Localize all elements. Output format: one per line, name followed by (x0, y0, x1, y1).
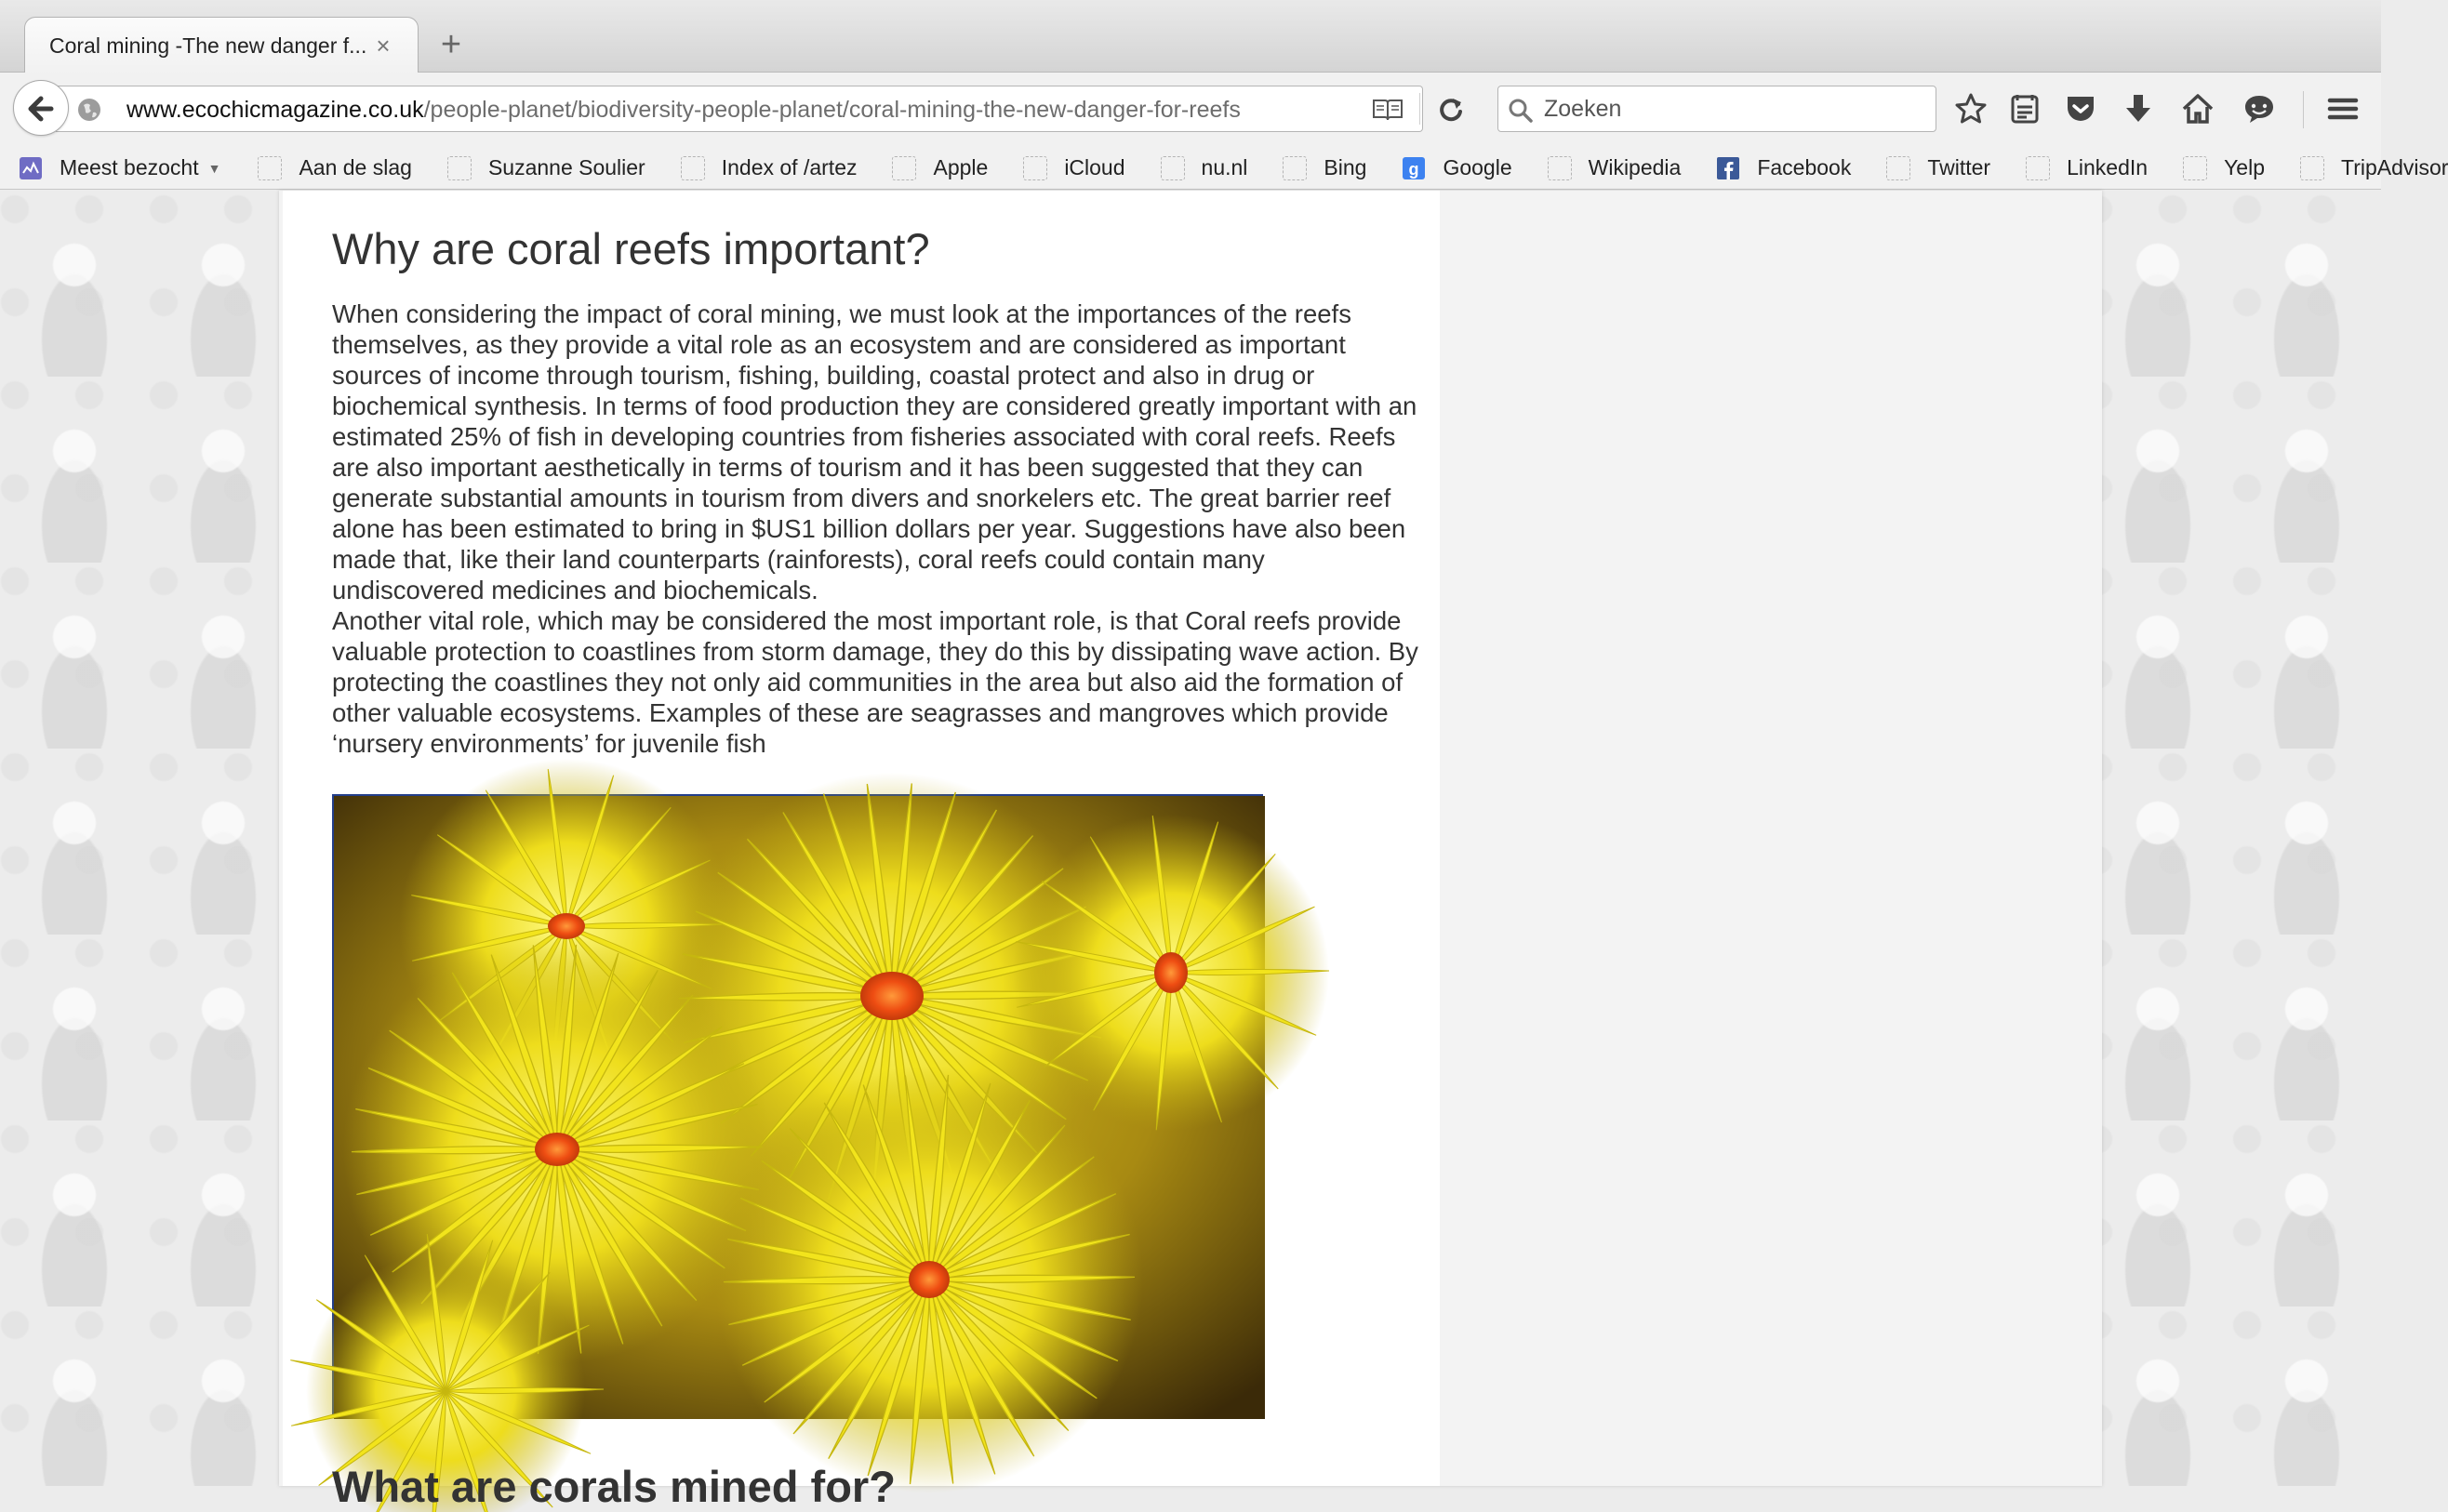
menu-separator (2303, 91, 2304, 128)
bookmark-label: Bing (1324, 155, 1367, 179)
google-icon (1402, 156, 1426, 180)
bookmark-nu-nl[interactable] (1161, 155, 1248, 180)
bookmark-yelp[interactable] (2183, 155, 2265, 180)
tab-close-icon[interactable]: × (376, 32, 391, 60)
blank-page-icon (681, 156, 705, 180)
reader-view-icon[interactable] (1371, 97, 1404, 123)
article-paragraph-1: When considering the impact of coral mining, we must look at the importances of the reefs themselves, as they provide a vital role as an ecosystem and are considered as important sources of income through tourism, fishing, building, coastal protect and also in drug or biochemical synthesis. In terms of food production they are considered greatly important with an estimated 25% of fish in developing countries from fisheries associated with coral reefs. Reefs are also important aesthetically in terms of tourism and it has been suggested that they can generate substantial amounts in tourism from divers and snorkelers etc. The great barrier reef alone has been estimated to bring in $US1 billion dollars per year. Suggestions have also been made that, like their land counterparts (rainforests), coral reefs could contain many undiscovered medicines and biochemicals. (332, 299, 1417, 604)
navigation-toolbar (0, 73, 2381, 147)
url-domain: www.ecochicmagazine.co.uk (126, 97, 424, 123)
url-path: /people-planet/biodiversity-people-planet/coral-mining-the-new-danger-for-reefs (423, 97, 1241, 123)
bookmark-apple[interactable] (892, 155, 988, 180)
svg-text:g: g (1408, 159, 1419, 179)
bookmark-wikipedia[interactable] (1548, 155, 1682, 180)
bookmark-aan-de-slag[interactable] (258, 155, 411, 180)
chevron-down-icon: ▼ (207, 160, 221, 176)
browser-tab-active[interactable] (24, 17, 419, 74)
bookmark-label: TripAdvisor (2341, 155, 2448, 179)
url-text[interactable] (126, 97, 1241, 123)
blank-page-icon (1548, 156, 1572, 180)
bookmark-twitter[interactable] (1886, 155, 1990, 180)
blank-page-icon (447, 156, 472, 180)
article-body (332, 298, 1420, 759)
chat-icon[interactable] (2242, 91, 2277, 126)
tab-strip (0, 0, 2381, 73)
blank-page-icon (1161, 156, 1185, 180)
next-section-heading: What are corals mined for? (332, 1462, 896, 1511)
blank-page-icon (2183, 156, 2207, 180)
bookmark-linkedin[interactable] (2026, 155, 2148, 180)
globe-icon[interactable] (76, 97, 102, 123)
bookmark-label: LinkedIn (2067, 155, 2149, 179)
bookmark-label: Apple (933, 155, 989, 179)
reading-list-icon[interactable] (2007, 91, 2042, 126)
pocket-icon[interactable] (2063, 91, 2098, 126)
menu-icon[interactable] (2325, 91, 2361, 126)
tab-title: Coral mining -The new danger f... (49, 33, 367, 58)
blank-page-icon (2026, 156, 2050, 180)
bookmark-label: nu.nl (1201, 155, 1248, 179)
bookmark-label: Index of /artez (721, 155, 858, 179)
bookmark-facebook[interactable] (1716, 155, 1851, 180)
bookmarks-toolbar (0, 147, 2448, 190)
coral-photo-image (334, 796, 1265, 1419)
blank-page-icon (892, 156, 916, 180)
section-heading: Why are coral reefs important? (332, 224, 930, 273)
sidebar-column (1444, 191, 2098, 1486)
new-tab-icon[interactable]: + (440, 25, 462, 64)
bookmark-label: Meest bezocht (60, 155, 199, 179)
coral-photo (332, 794, 1263, 1417)
bookmark-google[interactable] (1402, 155, 1511, 180)
bookmark-label: Google (1443, 155, 1512, 179)
home-icon[interactable] (2180, 91, 2215, 126)
bookmark-label: Facebook (1757, 155, 1852, 179)
bookmark-label: Twitter (1927, 155, 1991, 179)
bookmark-most-visited[interactable] (19, 155, 220, 180)
blank-page-icon (1283, 156, 1307, 180)
bookmark-label: iCloud (1064, 155, 1125, 179)
blank-page-icon (2300, 156, 2324, 180)
search-icon (1507, 97, 1535, 125)
bookmark-tripadvisor[interactable] (2300, 155, 2448, 180)
reload-icon[interactable] (1434, 93, 1468, 126)
article-paragraph-2: Another vital role, which may be considered the most important role, is that Coral reefs provide valuable protection to coastlines from storm damage, they do this by dissipating wave action. By protecting the coastlines they not only aid communities in the area but also aid the formation of other valuable ecosystems. Examples of these are seagrasses and mangroves which provide ‘nursery environments’ for juvenile fish (332, 606, 1418, 758)
facebook-icon (1716, 156, 1740, 180)
most-visited-icon (19, 156, 43, 180)
blank-page-icon (1886, 156, 1910, 180)
bookmark-label: Aan de slag (299, 155, 412, 179)
bookmark-label: Wikipedia (1588, 155, 1682, 179)
url-separator (1419, 93, 1420, 125)
bookmark-icloud[interactable] (1023, 155, 1124, 180)
bookmark-suzanne-soulier[interactable] (447, 155, 645, 180)
bookmark-label: Suzanne Soulier (487, 155, 645, 179)
blank-page-icon (258, 156, 282, 180)
back-icon (14, 81, 70, 137)
web-page-background (0, 191, 2381, 1511)
blank-page-icon (1023, 156, 1047, 180)
bookmark-star-icon[interactable] (1953, 91, 1989, 126)
bookmark-label: Yelp (2224, 155, 2265, 179)
bookmark-bing[interactable] (1283, 155, 1366, 180)
bookmark-index-of-artez[interactable] (681, 155, 858, 180)
back-button[interactable] (13, 80, 69, 136)
download-icon[interactable] (2121, 91, 2156, 126)
search-input[interactable] (1544, 93, 1916, 125)
